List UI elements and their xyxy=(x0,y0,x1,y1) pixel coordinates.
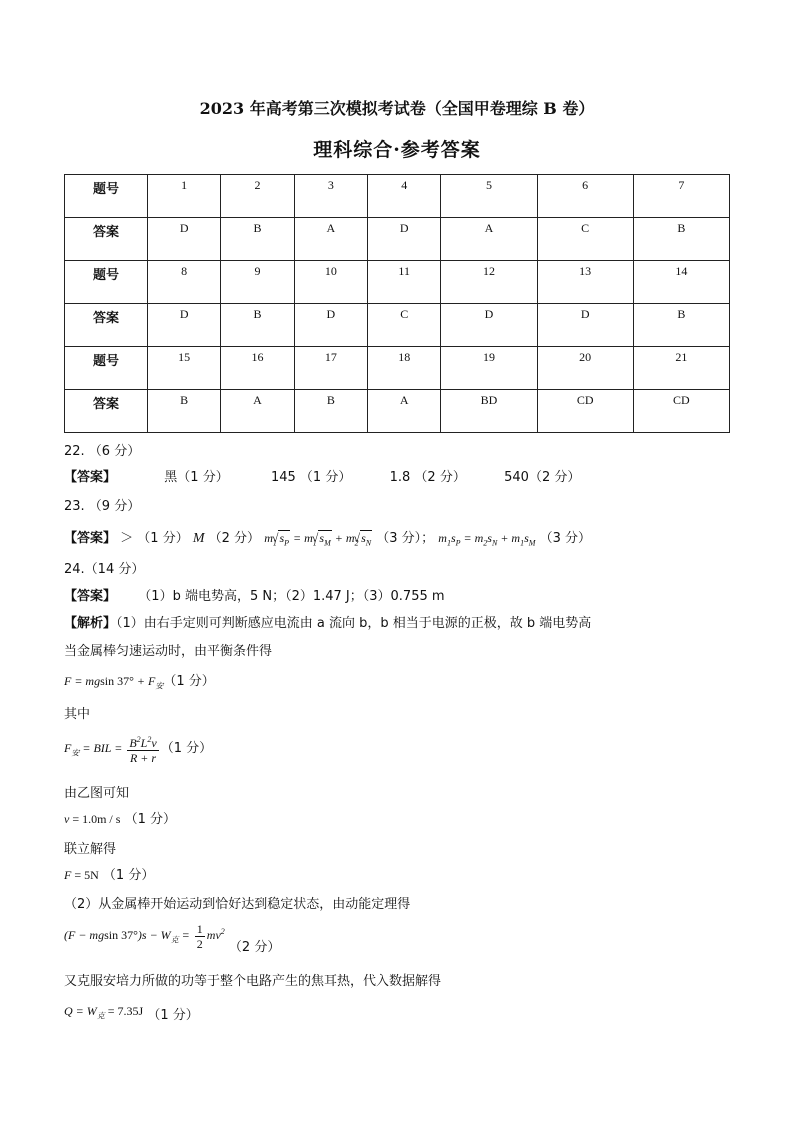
q24-text-4: 联立解得 xyxy=(64,842,117,857)
table-cell: 3 xyxy=(294,175,367,218)
q24-analysis-line xyxy=(64,612,591,631)
q22-heading: 22. （6 分） xyxy=(64,444,141,459)
table-cell: 12 xyxy=(441,261,537,304)
q24-eq-3-line xyxy=(64,808,176,827)
table-cell: 21 xyxy=(633,347,729,390)
answer-label: 【答案】 xyxy=(64,589,117,604)
table-cell: 13 xyxy=(537,261,633,304)
q24-eq-6-line xyxy=(64,1000,199,1021)
table-cell: B xyxy=(633,304,729,347)
q24-score-4: （1 分） xyxy=(102,868,155,883)
table-cell: C xyxy=(537,218,633,261)
q24-score-2: （1 分） xyxy=(160,740,213,756)
q22-part-4: 540（2 分） xyxy=(504,470,581,485)
table-cell: 4 xyxy=(368,175,441,218)
table-cell: D xyxy=(148,304,221,347)
q24-eq-4-line xyxy=(64,864,154,883)
table-cell: 20 xyxy=(537,347,633,390)
q24-eq-5-line xyxy=(64,922,281,956)
table-cell: CD xyxy=(633,390,729,433)
q24-answer-line xyxy=(64,585,445,604)
q24-score-5: （2 分） xyxy=(228,940,281,956)
row-label: 答案 xyxy=(65,304,148,347)
row-label: 题号 xyxy=(65,347,148,390)
table-cell: 10 xyxy=(294,261,367,304)
table-cell: 16 xyxy=(221,347,294,390)
q24-score-6: （1 分） xyxy=(147,1008,199,1023)
table-cell: 15 xyxy=(148,347,221,390)
q24-eq-4: F = 5N xyxy=(64,868,99,882)
q24-score-3: （1 分） xyxy=(124,812,176,827)
table-cell: B xyxy=(221,218,294,261)
q24-eq-2: $F_安$ = BIL = $\frac{B^2L^2v}{R + r}$ xyxy=(64,735,157,765)
table-cell: D xyxy=(441,304,537,347)
answer-table xyxy=(64,174,730,433)
table-cell: D xyxy=(368,218,441,261)
q23-formula-1: $m_1√$ $s_P = m_1√$ $s_M + m_2√$ $s_N$ xyxy=(264,531,372,545)
table-cell: B xyxy=(294,390,367,433)
q24-eq-2-line xyxy=(64,733,212,765)
q22-answer-line xyxy=(64,466,580,485)
q23-part-3: （3 分）； xyxy=(376,531,435,546)
q24-eq-3: v = 1.0m / s xyxy=(64,812,121,826)
table-cell: B xyxy=(633,218,729,261)
table-cell: B xyxy=(148,390,221,433)
row-label: 答案 xyxy=(65,390,148,433)
q23-answer-line xyxy=(64,527,591,547)
page-title: 2023 年高考第三次模拟考试卷（全国甲卷理综 B 卷） xyxy=(199,99,595,118)
q24-answer-text: （1）b 端电势高，5 N；（2）1.47 J；（3）0.755 m xyxy=(138,589,445,604)
q22-part-2: 145 （1 分） xyxy=(270,470,352,485)
table-row xyxy=(65,390,730,433)
table-row xyxy=(65,261,730,304)
q24-eq-5: (F − mgsin $37^\circ)s - W_克$ = $\frac{1}{2}$ $mv^2$ xyxy=(64,922,225,951)
table-cell: BD xyxy=(441,390,537,433)
table-cell: 18 xyxy=(368,347,441,390)
q22-part-3: 1.8 （2 分） xyxy=(389,470,466,485)
table-cell: 2 xyxy=(221,175,294,218)
q24-text-2: 其中 xyxy=(64,707,91,722)
table-cell: 14 xyxy=(633,261,729,304)
table-cell: 8 xyxy=(148,261,221,304)
table-cell: D xyxy=(148,218,221,261)
q23-part-4: （3 分） xyxy=(539,531,591,546)
q23-heading: 23. （9 分） xyxy=(64,499,141,514)
table-cell: A xyxy=(221,390,294,433)
table-cell: A xyxy=(441,218,537,261)
q22-part-1: 黑（1 分） xyxy=(164,470,229,485)
table-cell: 9 xyxy=(221,261,294,304)
table-cell: 5 xyxy=(441,175,537,218)
table-cell: D xyxy=(537,304,633,347)
q24-eq-1: F = mgsin $37^\circ + F_安$ xyxy=(64,674,164,691)
table-row xyxy=(65,304,730,347)
table-cell: C xyxy=(368,304,441,347)
q24-heading: 24.（14 分） xyxy=(64,562,145,577)
row-label: 题号 xyxy=(65,175,148,218)
answer-label: 【答案】 xyxy=(64,470,117,485)
q24-text-6: 又克服安培力所做的功等于整个电路产生的焦耳热，代入数据解得 xyxy=(64,974,442,989)
table-cell: 19 xyxy=(441,347,537,390)
table-cell: 7 xyxy=(633,175,729,218)
table-cell: D xyxy=(294,304,367,347)
table-cell: CD xyxy=(537,390,633,433)
page-subtitle: 理科综合·参考答案 xyxy=(313,139,481,161)
table-cell: A xyxy=(368,390,441,433)
q23-part-2: （2 分） xyxy=(208,531,261,546)
q24-text-3: 由乙图可知 xyxy=(64,786,130,801)
table-cell: 11 xyxy=(368,261,441,304)
table-cell: 6 xyxy=(537,175,633,218)
q24-score-1: （1 分） xyxy=(163,674,215,689)
q24-text-1: 当金属棒匀速运动时，由平衡条件得 xyxy=(64,644,273,659)
q24-eq-6: $Q = W_克 = 7.35J$ xyxy=(64,1004,144,1021)
answer-label: 【答案】 xyxy=(64,531,117,546)
q23-symbol-m: M xyxy=(192,531,205,546)
table-cell: B xyxy=(221,304,294,347)
row-label: 答案 xyxy=(65,218,148,261)
table-row xyxy=(65,218,730,261)
analysis-label: 【解析】 xyxy=(64,616,117,631)
row-label: 题号 xyxy=(65,261,148,304)
q24-analysis-text: （1）由右手定则可判断感应电流由 a 流向 b，b 相当于电源的正极，故 b 端电势高 xyxy=(116,616,592,631)
q24-eq-1-line xyxy=(64,670,215,691)
table-row xyxy=(65,347,730,390)
table-cell: 17 xyxy=(294,347,367,390)
q23-part-1: ＞ （1 分） xyxy=(120,531,189,546)
q24-text-5: （2）从金属棒开始运动到恰好达到稳定状态，由动能定理得 xyxy=(64,897,411,912)
table-row xyxy=(65,175,730,218)
table-cell: A xyxy=(294,218,367,261)
q23-formula-2: $m_1s_P = m_2s_N + m_1s_M$ xyxy=(438,531,536,548)
table-cell: 1 xyxy=(148,175,221,218)
